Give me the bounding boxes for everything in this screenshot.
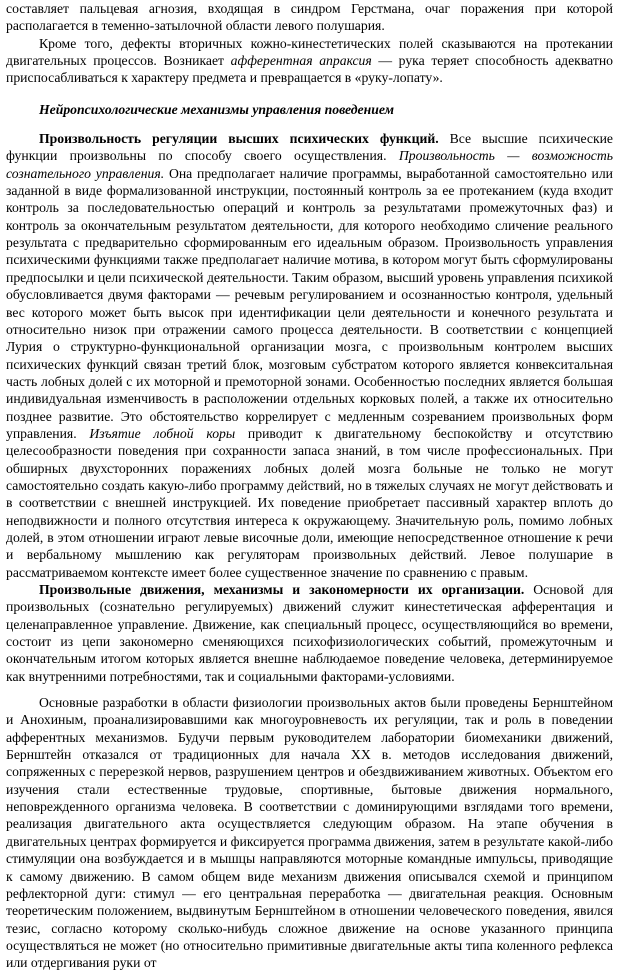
- text-run: — рука теряет способность адекватно приспосабливаться к характеру предмета и превращается в «руку-лопату».: [6, 53, 613, 86]
- text-run: Основой для произвольных (сознательно регулируемых) движений служит кинестетическая афферентация и целенаправленное управление. Движение, как специальный процесс, осуществляющийся во времени, состоит из цепи закономерно сменяющихся психофизиологических событий, промежуточным и окончательным итогом которых является внешне наблюдаемое поведение человека, детерминируемое как внутренними потребностями, так и социальными факторами-условиями.: [6, 582, 613, 684]
- paragraph-bernstein-text: Основные разработки в области физиологии произвольных актов были проведены Бернштейном и Анохиным, проанализировавшими как многоуровневость их регуляции, так и роль в поведении афферентных механизмов. Будучи первым руководителем лаборатории биомеханики движений, Бернштейн отказался от традиционных для начала XX в. методов исследования движений, сопряженных с перерезкой нервов, разрушением центров и обездвиживанием животных. Объектом его изучения стали естественные трудовые, спортивные, бытовые движения нормального, неповрежденного организма человека. В соответствии с доминирующими взглядами того времени, реализация двигательного акта осуществляется следующим образом. На этапе обучения в двигательных центрах формируется и фиксируется программа движения, затем в результате какой-либо стимуляции она возбуждается и в мышцы направляются моторные командные импульсы, приводящие к самому движению. В самом общем виде механизм движения описывался схемой и принципом рефлекторной дуги: стимул — его центральная переработка — двигательная реакция. Основным теоретическим положением, выдвинутым Бернштейном в отношении человеческого поведения, явился тезис, согласно которому сколько-нибудь сложное движение на основе указанного принципа осуществляться не может (но относительно примитивные двигательные акты типа коленного рефлекса или отдергивания руки от: [6, 695, 613, 971]
- term-afferent-apraxia: афферентная апраксия: [230, 53, 372, 69]
- paragraph-bernstein: [6, 694, 613, 972]
- section-heading: Нейропсихологические механизмы управления поведением: [39, 101, 394, 117]
- run-in-heading-voluntariness: Произвольность регуляции высших психических функций.: [39, 131, 439, 147]
- paragraph-agnosia-text: составляет пальцевая агнозия, входящая в синдром Герстмана, очаг поражения при которой располагается в теменно-затылочной области левого полушария.: [6, 1, 613, 34]
- paragraph-voluntary-movements: [6, 581, 613, 685]
- text-run: Она предполагает наличие программы, выработанной самостоятельно или заданной в виде формализованной инструкции, постоянный контроль за ее протеканием (куда входит контроль за последовательностью операций и контроль за результатами промежуточных фаз) и контроль за окончательным результатом деятельности, для которого необходимо сличение реального результата с предварительно сформированным его идеальным образом. Произвольность управления психическими функциями также предполагает наличие мотива, в котором могут быть сформулированы предпосылки и цели психической деятельности. Таким образом, высший уровень управления психикой обусловливается двумя факторами — речевым регулированием и осознанностью контроля, удельный вес которого может быть высок при идентификации цели деятельности и конечного результата и относительно низок при отражении самого процесса деятельности. В соответствии с концепцией Лурия о структурно-функциональной организации мозга, с произвольным контролем высших психических функций связан третий блок, мозговым субстратом которого является конвекситальная часть лобных долей с их моторной и премоторной зонами. Особенностью последних является большая индивидуальная изменчивость в расположении отдельных корковых полей, а также их относительно позднее развитие. Это обстоятельство коррелирует с медленным созреванием произвольных форм управления.: [6, 165, 614, 441]
- text-run: Все высшие психические функции произвольны по способу своего осуществления.: [6, 131, 613, 164]
- term-frontal-cortex-removal: Изъятие лобной коры: [89, 425, 236, 441]
- text-run: приводит к двигательному беспокойству и отсутствию целесообразности поведения при сохранности запаса знаний, в том числе профессиональных. При обширных двухсторонних поражениях лобных долей мозга больные не только не могут самостоятельно создать какую-либо программу действий, но в тяжелых случаях не могут действовать и в соответствии с внешней инструкцией. Их поведение приобретает пассивный характер вплоть до неподвижности и полного отсутствия интереса к окружающему. Значительную роль, помимо лобных долей, в этом отношении играют левые височные доли, имеющие непосредственное отношение к речи и вербальному мышлению как регуляторам произвольных действий. Левое полушарие в рассматриваемом контексте имеет более существенное значение по сравнению с правым.: [6, 425, 613, 580]
- paragraph-afferent-apraxia: [6, 35, 613, 87]
- paragraph-agnosia: [6, 0, 613, 35]
- term-voluntariness-definition: Произвольность — возможность сознательного управления.: [6, 148, 613, 181]
- text-run: Кроме того, дефекты вторичных кожно-кинестетических полей сказываются на протекании двигательных процессов. Возникает: [6, 35, 613, 69]
- run-in-heading-voluntary-movements: Произвольные движения, механизмы и закономерности их организации.: [39, 582, 525, 597]
- paragraph-voluntariness: [6, 130, 613, 581]
